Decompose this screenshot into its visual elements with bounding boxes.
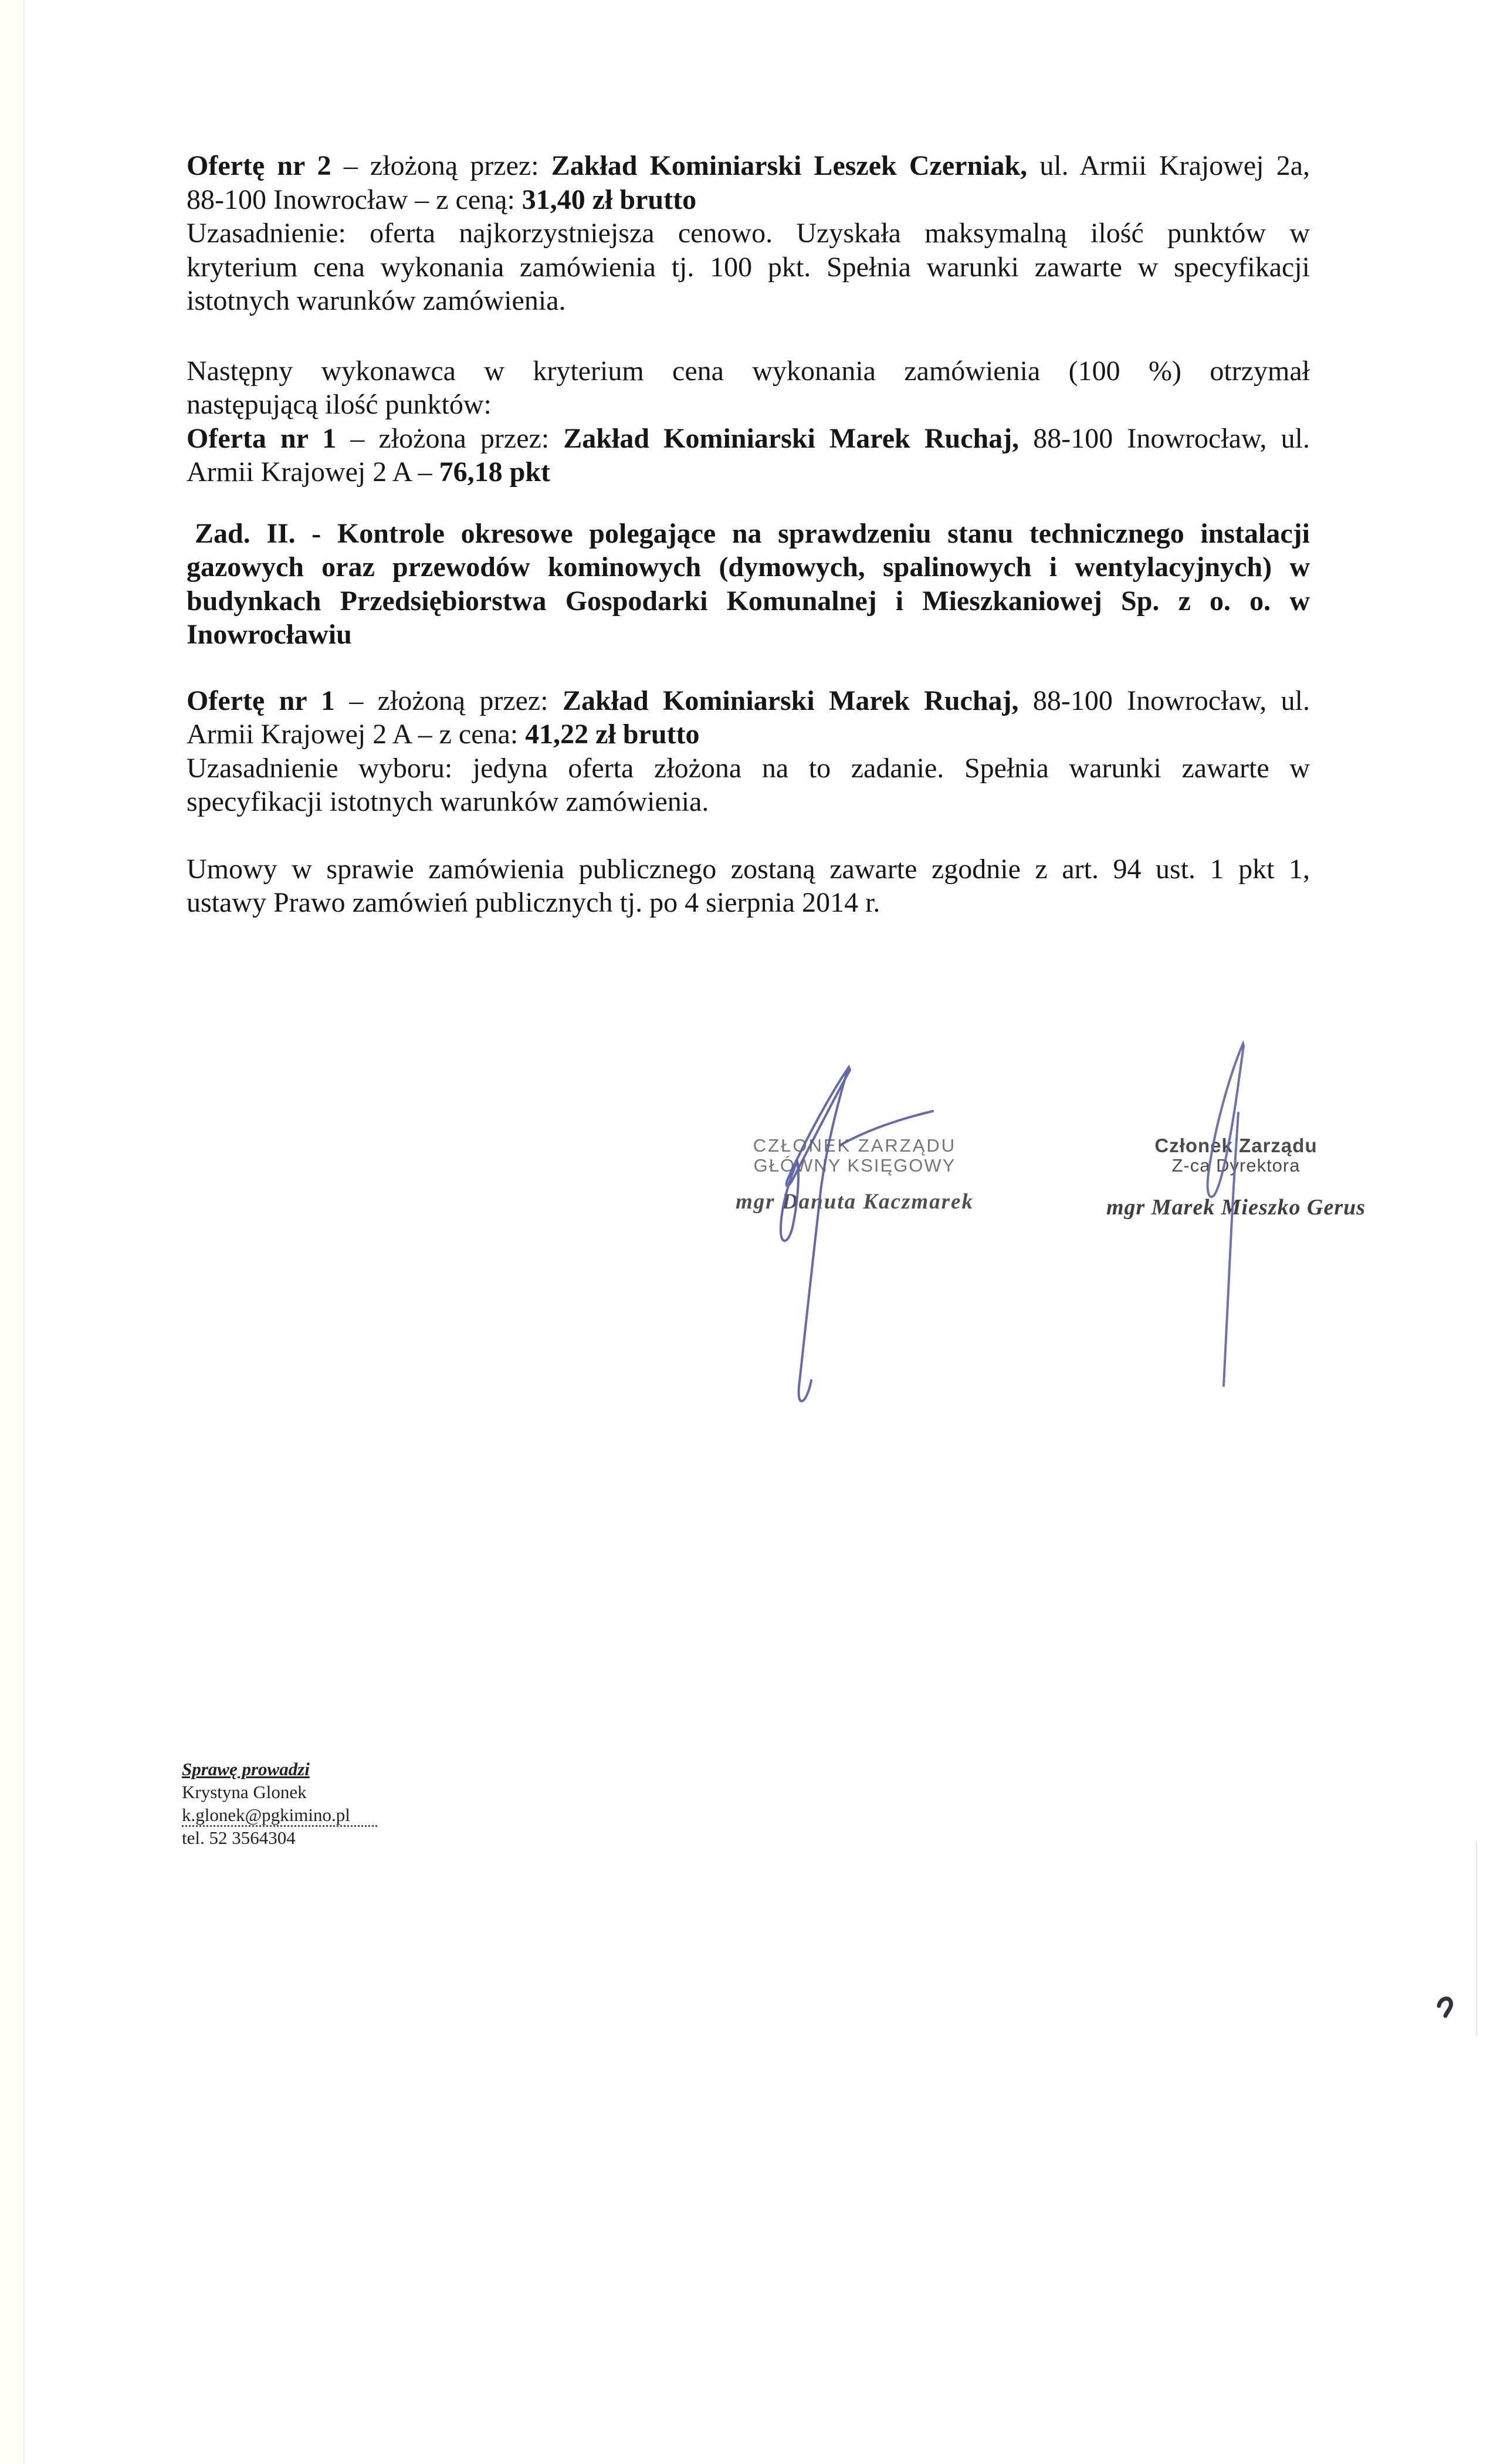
contact-name: Krystyna Glonek [182,1782,307,1802]
text-segment: 88-100 Inowrocław – z ceną: [187,184,522,215]
contact-phone: tel. 52 3564304 [182,1827,296,1848]
stamp-signer-name: mgr Danuta Kaczmarek [736,1190,974,1214]
bold-text-segment: Zakład Kominiarski Marek Ruchaj, [563,422,1020,454]
bold-text-segment: 76,18 pkt [439,456,550,488]
text-segment: Zad. II. - Kontrole okresowe polegające na sprawdzeniu stanu technicznego instalacji [195,517,1310,549]
text-segment: Inowrocławiu [187,619,352,650]
paragraph-zad [187,517,1310,652]
stamp-deputy-director [1060,1136,1412,1220]
text-segment: Uzasadnienie wyboru: jedyna oferta złożona na to zadanie. Spełnia warunki zawarte w [187,752,1310,784]
stamp-title-line: Członek Zarządu [1154,1135,1318,1156]
text-line [187,752,1310,786]
text-segment: Armii Krajowej 2 A – [187,456,439,488]
paragraph-umowy [187,852,1310,920]
text-segment: 88-100 Inowrocław, ul. [1019,422,1310,454]
bold-text-segment: Ofertę nr 2 [187,150,331,181]
signature-left-ink [781,1067,933,1401]
stamp-title-line: CZŁONEK ZARZĄDU [753,1135,957,1156]
text-line [187,284,1310,318]
document-body [187,149,1310,920]
stamp-title-line: GŁÓWNY KSIĘGOWY [753,1155,956,1176]
text-line [187,852,1310,886]
stamp-chief-accountant [690,1136,1019,1214]
text-line [187,422,1310,456]
text-line [187,517,1310,551]
bold-text-segment: Zakład Kominiarski Marek Ruchaj, [562,685,1019,716]
text-line [187,388,1310,422]
text-segment: 88-100 Inowrocław, ul. [1018,685,1310,716]
contact-lead: Sprawę prowadzi [182,1759,310,1779]
contact-email: k.glonek@pgkimino.pl [182,1805,377,1827]
text-line [187,149,1310,183]
stamp-signer-name: mgr Marek Mieszko Gerus [1106,1195,1366,1220]
text-segment: gazowych oraz przewodów kominowych (dymowych, spalinowych i wentylacyjnych) w [187,551,1310,583]
paragraph-offer2 [187,149,1310,318]
stamp-title-line: Z-ca Dyrektora [1171,1155,1300,1176]
text-segment: – złożoną przez: [335,685,563,716]
paragraph-next [187,354,1310,489]
text-segment: Uzasadnienie: oferta najkorzystniejsza cenowo. Uzyskała maksymalną ilość punktów w [187,218,1310,249]
text-line [187,717,1310,752]
text-segment: następującą ilość punktów: [187,389,492,420]
text-segment: specyfikacji istotnych warunków zamówienia. [187,786,709,817]
text-segment: Umowy w sprawie zamówienia publicznego zostaną zawarte zgodnie z art. 94 ust. 1 pkt 1, [187,853,1310,885]
text-segment: – złożoną przez: [331,150,551,181]
text-segment: istotnych warunków zamówienia. [187,285,566,316]
text-line [187,886,1310,920]
text-segment: ustawy Prawo zamówień publicznych tj. po 4 sierpnia 2014 r. [187,887,880,918]
bold-text-segment: 31,40 zł brutto [521,184,697,215]
bold-text-segment: Ofertę nr 1 [187,685,336,716]
text-segment: budynkach Przedsiębiorstwa Gospodarki Komunalnej i Mieszkaniowej Sp. z o. o. w [187,585,1310,617]
text-segment: – złożona przez: [336,422,564,454]
scan-edge-tint [0,0,23,2464]
page-number-mark [1439,1999,1451,2016]
text-segment: ul. Armii Krajowej 2a, [1027,150,1310,181]
text-line [187,216,1310,251]
bold-text-segment: Zakład Kominiarski Leszek Czerniak, [551,150,1028,181]
text-segment: Armii Krajowej 2 A – z cena: [187,719,526,750]
text-line [187,618,1310,652]
bold-text-segment: 41,22 zł brutto [525,719,700,750]
paragraph-offer1 [187,684,1310,819]
text-line [187,584,1310,618]
bold-text-segment: Oferta nr 1 [187,422,337,454]
text-line [187,684,1310,718]
text-segment: Następny wykonawca w kryterium cena wykonania zamówienia (100 %) otrzymał [187,355,1310,387]
text-line [187,183,1310,217]
text-line [187,785,1310,819]
text-line [187,550,1310,584]
text-line [187,251,1310,285]
text-line [187,455,1310,489]
contact-block [182,1758,377,1849]
text-line [187,354,1310,388]
text-segment: kryterium cena wykonania zamówienia tj. 100 pkt. Spełnia warunki zawarte w specyfikacji [187,251,1310,283]
